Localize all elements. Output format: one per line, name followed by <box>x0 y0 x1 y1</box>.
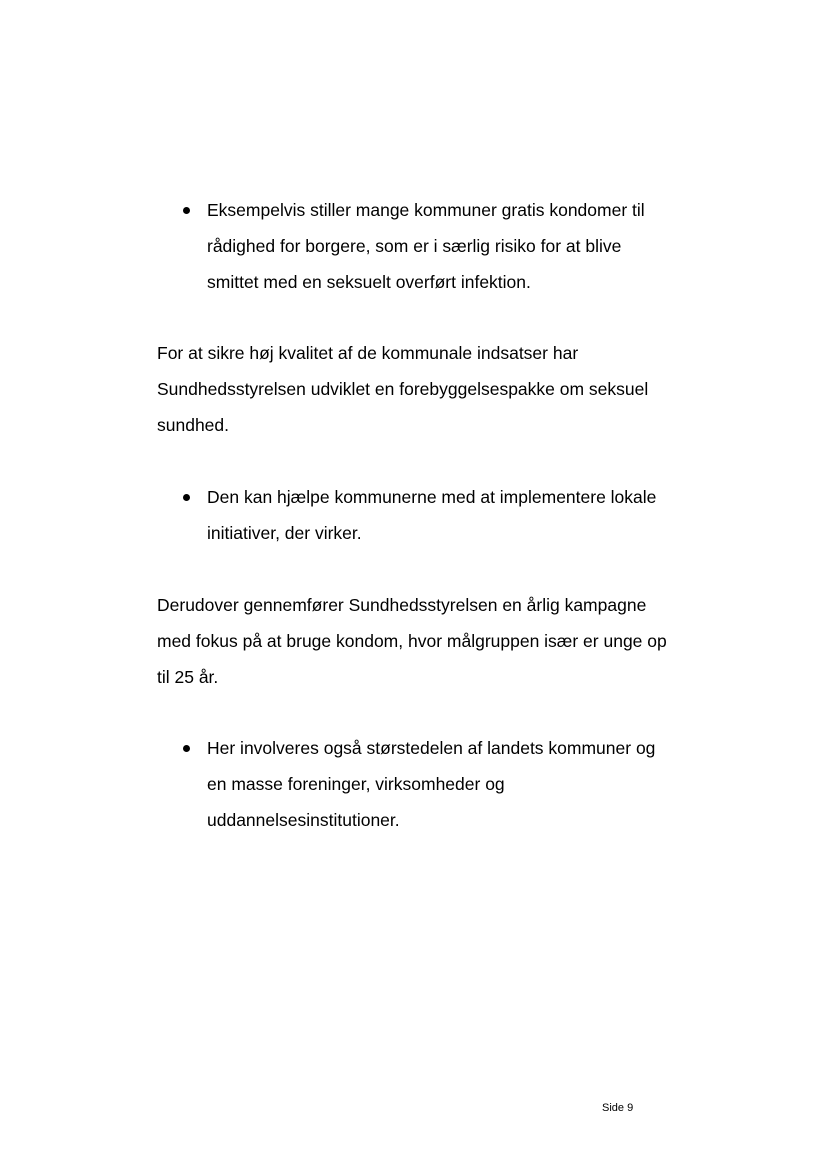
body-paragraph: Derudover gennemfører Sundhedsstyrelsen en årlig kampagne med fokus på at bruge kondom, hvor målgruppen især er unge op til 25 år. <box>157 595 667 687</box>
bullet-icon <box>183 207 190 214</box>
bullet-text: Eksempelvis stiller mange kommuner gratis kondomer til rådighed for borgere, som er i særlig risiko for at blive smittet med en seksuelt overført infektion. <box>207 200 645 292</box>
bullet-icon <box>183 745 190 752</box>
bullet-text: Den kan hjælpe kommunerne med at implementere lokale initiativer, der virker. <box>207 487 657 543</box>
bullet-text: Her involveres også størstedelen af landets kommuner og en masse foreninger, virksomheder og uddannelsesinstitutioner. <box>207 738 656 830</box>
page-number: Side 9 <box>602 1102 634 1114</box>
body-paragraph: For at sikre høj kvalitet af de kommunale indsatser har Sundhedsstyrelsen udviklet en forebyggelsespakke om seksuel sundhed. <box>157 343 649 435</box>
bullet-icon <box>183 494 190 501</box>
